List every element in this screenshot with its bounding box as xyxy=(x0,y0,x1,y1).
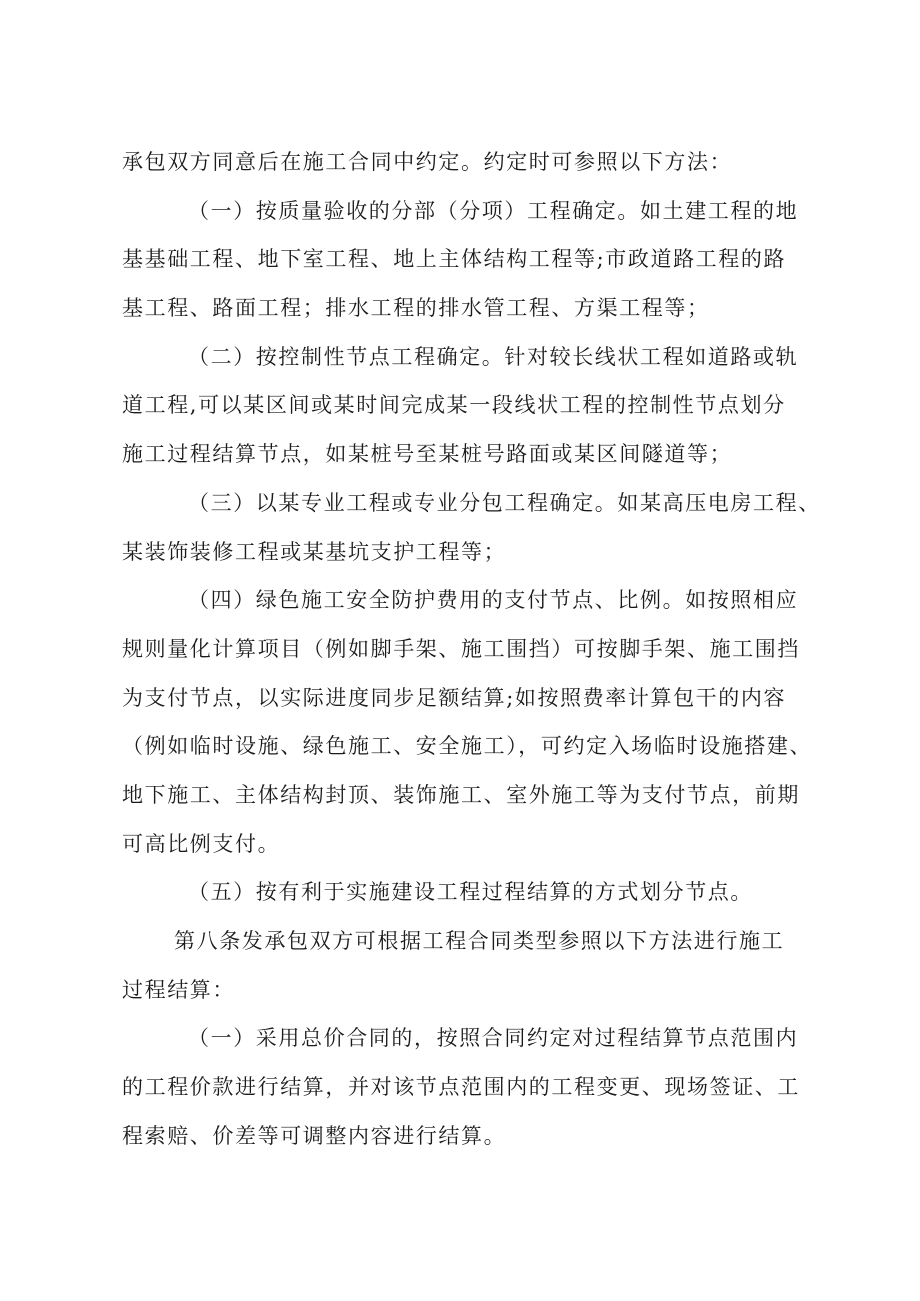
text-line-1: 承包双方同意后在施工合同中约定。约定时可参照以下方法： xyxy=(122,150,733,174)
text-line-4: 基工程、路面工程；排水工程的排水管工程、方渠工程等； xyxy=(122,296,710,321)
text-line-17: 第八条发承包双方可根据工程合同类型参照以下方法进行施工 xyxy=(174,929,785,953)
text-line-18: 过程结算： xyxy=(122,977,235,1002)
text-line-14: 地下施工、主体结构封顶、装饰施工、室外施工等为支付节点，前期 xyxy=(122,782,800,807)
text-line-16: （五）按有利于实施建设工程过程结算的方式划分节点。 xyxy=(188,880,753,905)
text-line-8: （三）以某专业工程或专业分包工程确定。如某高压电房工程、 xyxy=(188,490,821,515)
text-line-15: 可高比例支付。 xyxy=(122,831,281,856)
text-line-7: 施工过程结算节点，如某桩号至某桩号路面或某区间隧道等； xyxy=(122,442,733,467)
text-line-3: 基基础工程、地下室工程、地上主体结构工程等;市政道路工程的路 xyxy=(122,247,787,272)
text-line-10: （四）绿色施工安全防护费用的支付节点、比例。如按照相应 xyxy=(188,588,799,613)
document-body xyxy=(122,138,821,1160)
text-line-6: 道工程,可以某区间或某时间完成某一段线状工程的控制性节点划分 xyxy=(122,393,786,418)
text-line-12: 为支付节点，以实际进度同步足额结算;如按照费率计算包干的内容 xyxy=(122,685,787,710)
text-line-19: （一）采用总价合同的，按照合同约定对过程结算节点范围内 xyxy=(188,1026,799,1051)
text-line-11: 规则量化计算项目（例如脚手架、施工围挡）可按脚手架、施工围挡 xyxy=(122,636,800,661)
text-line-5: （二）按控制性节点工程确定。针对较长线状工程如道路或轨 xyxy=(188,344,799,369)
text-line-21: 程索赔、价差等可调整内容进行结算。 xyxy=(122,1123,507,1148)
text-line-13: （例如临时设施、绿色施工、安全施工），可约定入场临时设施搭建、 xyxy=(122,734,813,759)
text-line-20: 的工程价款进行结算，并对该节点范围内的工程变更、现场签证、工 xyxy=(122,1075,800,1100)
text-line-2: （一）按质量验收的分部（分项）工程确定。如土建工程的地 xyxy=(188,198,799,223)
text-line-9: 某装饰装修工程或某基坑支护工程等； xyxy=(122,539,507,564)
